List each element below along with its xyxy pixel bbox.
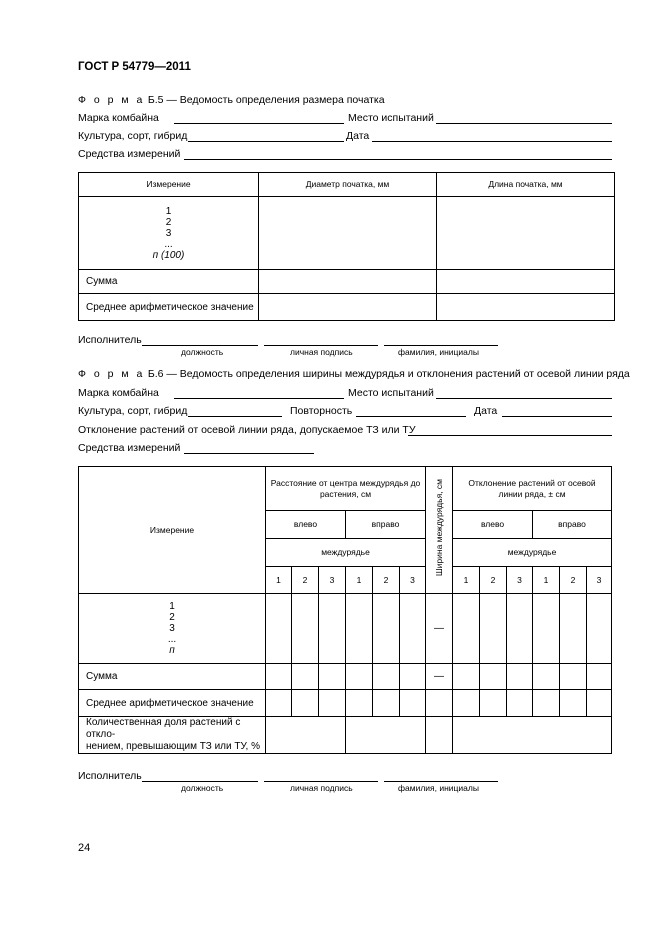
row-numbers [79,197,259,270]
distance-header: Расстояние от центра междурядья до растения, см [266,467,426,511]
mean-length[interactable] [437,294,615,321]
data-cell[interactable] [400,594,426,664]
data-cell[interactable] [560,664,587,690]
data-cell[interactable] [346,690,373,717]
data-cell[interactable] [373,664,400,690]
data-cell[interactable] [319,594,346,664]
sum-length[interactable] [437,270,615,294]
row-ellipsis: ... [164,238,173,250]
form-b6-title-text: Б.6 — Ведомость определения ширины междурядья и отклонения растений от осевой линии ряда [147,368,630,380]
crop-label-2: Культура, сорт, гибрид [78,405,188,417]
data-cell[interactable] [346,664,373,690]
sum-diameter[interactable] [259,270,437,294]
repeat-label: Повторность [290,405,353,417]
data-cell[interactable] [560,690,587,717]
share-width[interactable] [426,717,453,754]
row-ellipsis: ... [167,634,177,645]
col-diameter: Диаметр початка, мм [259,173,437,197]
data-cell[interactable] [400,690,426,717]
share-deviation[interactable] [453,717,612,754]
instruments-label: Средства измерений [78,148,181,160]
row-n: п [169,645,175,656]
row-width-dash: — [426,594,453,664]
row-2: 2 [165,216,172,228]
col-num: 3 [400,567,426,594]
data-cell[interactable] [400,664,426,690]
row-n: п (100) [152,249,185,261]
data-cell[interactable] [426,690,453,717]
data-cell[interactable] [587,690,612,717]
ear-size-table [78,172,615,321]
data-cell[interactable] [319,664,346,690]
data-cell[interactable] [507,594,533,664]
test-site-field[interactable] [436,123,612,124]
deviation-field[interactable] [408,435,612,436]
repeat-field[interactable] [356,416,466,417]
share-label [79,717,266,754]
form-b5-prefix: Ф о р м а [78,94,145,106]
col-num: 1 [453,567,480,594]
date-label: Дата [346,130,370,142]
col-measure-2: Измерение [79,467,266,594]
data-cell[interactable] [266,594,292,664]
executor-name-caption-2: фамилия, инициалы [398,783,479,793]
col-num: 3 [507,567,533,594]
mean-label: Среднее арифметическое значение [79,294,259,321]
data-cell[interactable] [533,690,560,717]
col-num: 1 [266,567,292,594]
test-site-label-2: Место испытаний [348,387,434,399]
data-cell[interactable] [480,594,507,664]
mean-diameter[interactable] [259,294,437,321]
deviation-label: Отклонение растений от осевой линии ряда, допускаемое ТЗ или ТУ [78,424,416,436]
row-3: 3 [169,623,175,634]
form-b5-title-text: Б.5 — Ведомость определения размера початка [147,94,385,106]
data-cell[interactable] [373,594,400,664]
data-cell[interactable] [319,690,346,717]
data-cell[interactable] [266,690,292,717]
col-num: 1 [533,567,560,594]
executor-signature-caption: личная подпись [290,347,353,357]
col-num: 3 [587,567,612,594]
data-cell[interactable] [507,664,533,690]
data-cell[interactable] [373,690,400,717]
row-2: 2 [169,612,175,623]
date-field-2[interactable] [502,416,612,417]
row-numbers-2 [79,594,266,664]
col-num: 2 [480,567,507,594]
executor-label-2: Исполнитель [78,770,142,782]
executor-position-caption-2: должность [181,783,224,793]
page-number: 24 [78,842,91,854]
form-b6-title [78,368,630,380]
row-3: 3 [165,227,172,239]
test-site-label: Место испытаний [348,112,434,124]
date-field[interactable] [372,141,612,142]
share-right[interactable] [346,717,426,754]
form-b6-prefix: Ф о р м а [78,368,145,380]
instruments-label-2: Средства измерений [78,442,181,454]
crop-label: Культура, сорт, гибрид [78,130,188,142]
data-cell[interactable] [533,664,560,690]
share-label-line2: нением, превышающим ТЗ или ТУ, % [86,741,260,752]
col-num: 1 [346,567,373,594]
executor-signature-caption-2: личная подпись [290,783,353,793]
deviation-left: влево [453,511,533,539]
crop-field-2[interactable] [188,416,282,417]
instruments-field-2[interactable] [184,453,314,454]
executor-position-field[interactable] [142,345,258,346]
data-cell[interactable] [292,690,319,717]
distance-right: вправо [346,511,426,539]
data-cell[interactable] [292,664,319,690]
executor-name-caption: фамилия, инициалы [398,347,479,357]
row-1: 1 [165,205,172,217]
deviation-right: вправо [533,511,612,539]
data-cell[interactable] [507,690,533,717]
data-cell[interactable] [587,664,612,690]
data-cell[interactable] [346,594,373,664]
row-1: 1 [169,601,175,612]
deviation-header: Отклонение растений от осевой линии ряда, ± см [453,467,612,511]
data-cell[interactable] [292,594,319,664]
col-num: 2 [373,567,400,594]
col-num: 2 [560,567,587,594]
share-left[interactable] [266,717,346,754]
col-num: 3 [319,567,346,594]
length-cell[interactable] [437,197,615,270]
instruments-field[interactable] [184,159,612,160]
combine-brand-label: Марка комбайна [78,112,159,124]
data-cell[interactable] [453,690,480,717]
form-b5-title [78,94,385,106]
col-num: 2 [292,567,319,594]
distance-left: влево [266,511,346,539]
sum-dash: — [426,664,453,690]
standard-number: ГОСТ Р 54779—2011 [78,61,191,73]
col-measure: Измерение [79,173,259,197]
col-length: Длина початка, мм [437,173,615,197]
data-cell[interactable] [560,594,587,664]
combine-brand-field-2[interactable] [174,398,344,399]
mean-label-2: Среднее арифметическое значение [79,690,266,717]
data-cell[interactable] [453,594,480,664]
executor-name-field[interactable] [384,345,498,346]
share-label-line1: Количественная доля растений с откло- [86,717,241,740]
deviation-interrow: междурядье [453,539,612,567]
data-cell[interactable] [480,664,507,690]
executor-label: Исполнитель [78,334,142,346]
sum-label: Сумма [79,270,259,294]
executor-position-field-2[interactable] [142,781,258,782]
combine-brand-field[interactable] [174,123,344,124]
sum-label-2: Сумма [79,664,266,690]
row-width-header [426,467,453,594]
test-site-field-2[interactable] [436,398,612,399]
combine-brand-label-2: Марка комбайна [78,387,159,399]
diameter-cell[interactable] [259,197,437,270]
executor-position-caption: должность [181,347,224,357]
crop-field[interactable] [188,141,344,142]
data-cell[interactable] [587,594,612,664]
data-cell[interactable] [266,664,292,690]
data-cell[interactable] [453,664,480,690]
data-cell[interactable] [480,690,507,717]
distance-interrow: междурядье [266,539,426,567]
date-label-2: Дата [474,405,498,417]
row-width-text: Ширина междурядья, см [434,478,445,577]
executor-name-field-2[interactable] [384,781,498,782]
executor-signature-field[interactable] [264,345,378,346]
executor-signature-field-2[interactable] [264,781,378,782]
row-width-table [78,466,612,754]
data-cell[interactable] [533,594,560,664]
